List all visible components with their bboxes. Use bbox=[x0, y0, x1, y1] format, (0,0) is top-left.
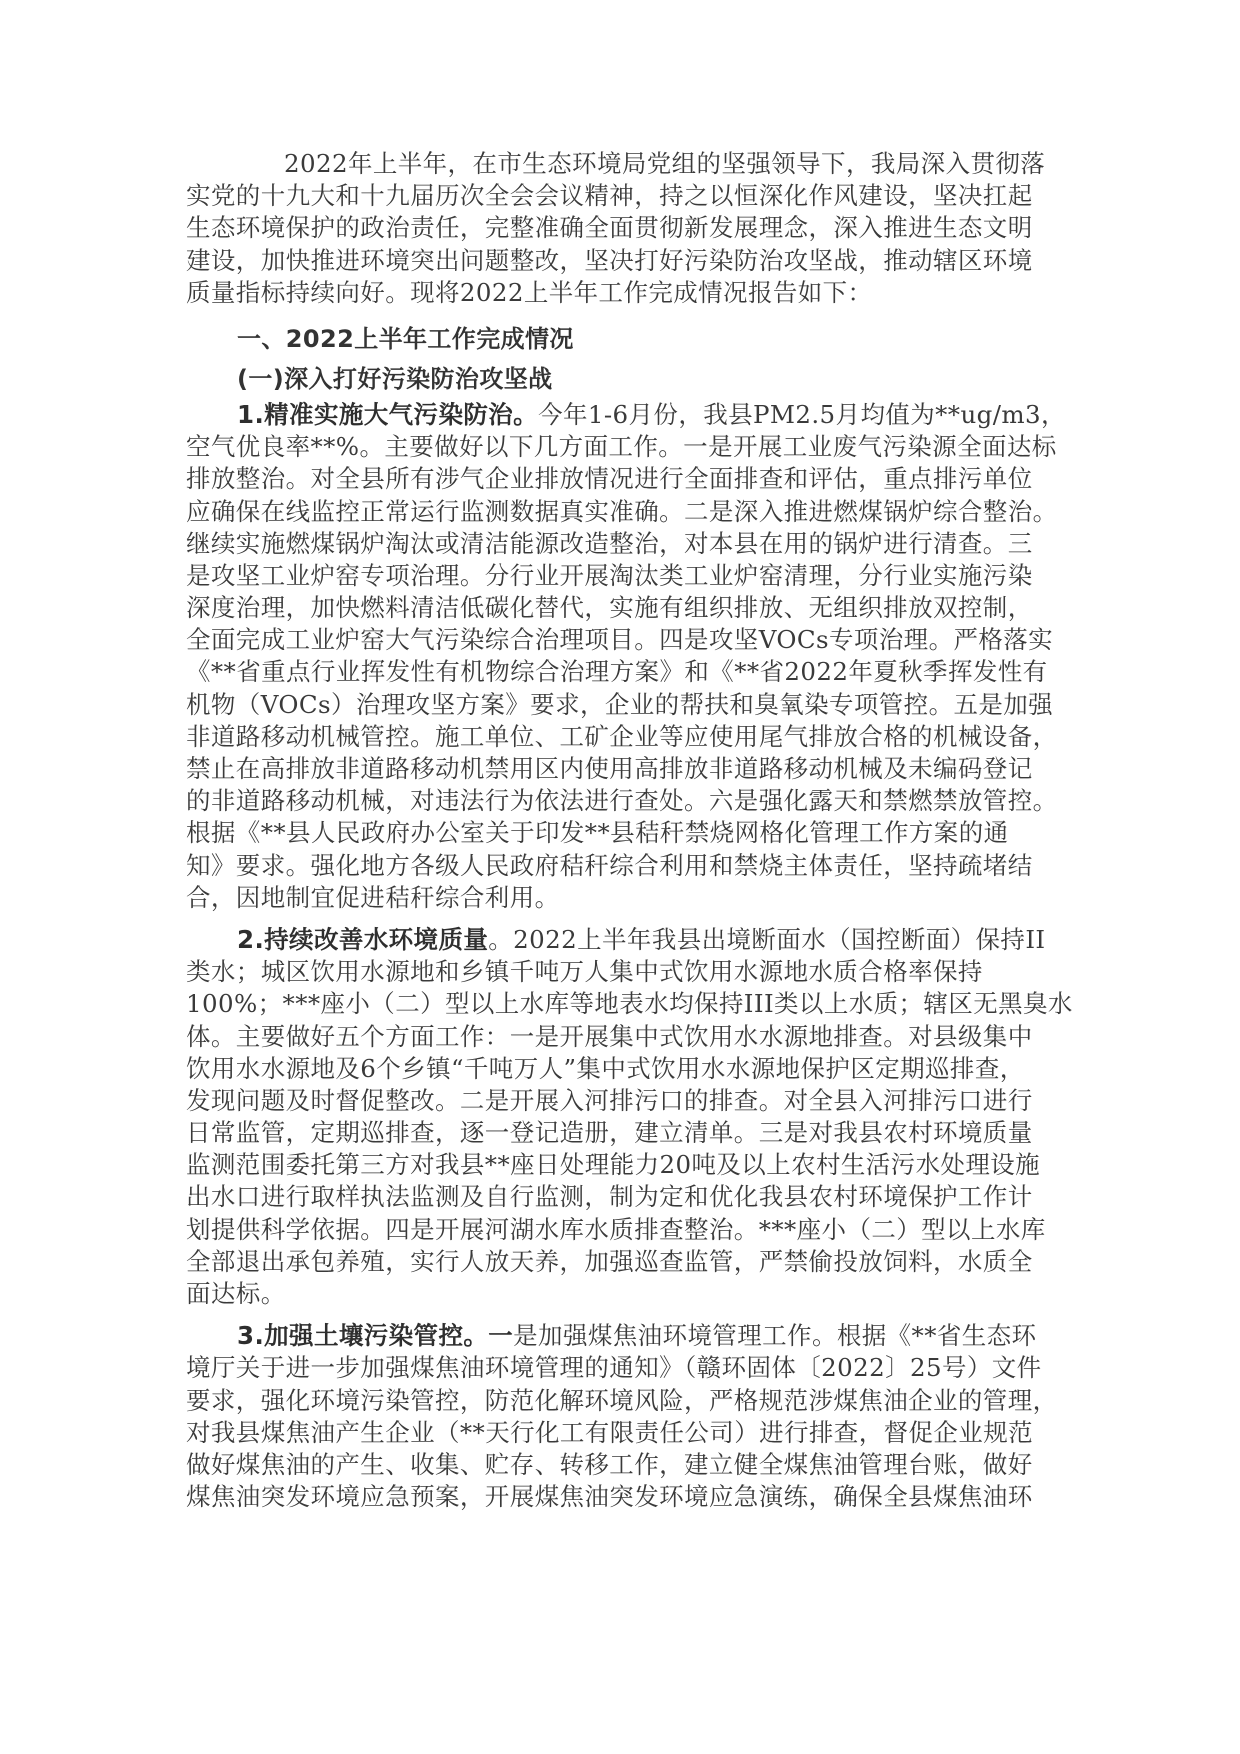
soil-pollution-paragraph bbox=[186, 1320, 1056, 1513]
paragraph-line: 饮用水水源地及6个乡镇“千吨万人”集中式饮用水水源地保护区定期巡排查， bbox=[186, 1053, 1025, 1083]
paragraph-line: 出水口进行取样执法监测及自行监测，制为定和优化我县农村环境保护工作计 bbox=[186, 1182, 1033, 1212]
paragraph-line: 的非道路移动机械，对违法行为依法进行查处。六是强化露天和禁燃禁放管控。 bbox=[186, 786, 1058, 816]
paragraph-line: 监测范围委托第三方对我县**座日处理能力20吨及以上农村生活污水处理设施 bbox=[186, 1150, 1041, 1180]
paragraph-first-line-text: 是加强煤焦油环境管理工作。根据《**省生态环 bbox=[513, 1321, 1037, 1351]
paragraph-line: 面达标。 bbox=[186, 1279, 286, 1308]
air-pollution-paragraph bbox=[186, 399, 1066, 914]
paragraph-first-line-text: 。2022上半年我县出境断面水（国控断面）保持II bbox=[488, 924, 1046, 954]
paragraph-line: 全面完成工业炉窑大气污染综合治理项目。四是攻坚VOCs专项治理。严格落实 bbox=[186, 625, 1054, 655]
paragraph-line: 要求，强化环境污染管控，防范化解环境风险，严格规范涉煤焦油企业的管理， bbox=[186, 1385, 1058, 1415]
paragraph-lead-title: 1.精准实施大气污染防治。 bbox=[237, 399, 539, 429]
document-page bbox=[186, 148, 1073, 1523]
paragraph-line: 100%；***座小（二）型以上水库等地表水均保持III类以上水质；辖区无黑臭水 bbox=[186, 989, 1073, 1019]
paragraph-line: 发现问题及时督促整改。二是开展入河排污口的排查。对全县入河排污口进行 bbox=[186, 1085, 1033, 1115]
paragraph-lead-title: 2.持续改善水环境质量 bbox=[237, 924, 489, 954]
paragraph-line: 全部退出承包养殖，实行人放天养，加强巡查监管，严禁偷投放饲料，水质全 bbox=[186, 1246, 1033, 1276]
paragraph-first-line bbox=[186, 1320, 1056, 1352]
intro-line: 建设，加快推进环境突出问题整改，坚决打好污染防治攻坚战，推动辖区环境 bbox=[186, 245, 1033, 275]
paragraph-line: 合，因地制宜促进秸秆综合利用。 bbox=[186, 882, 560, 912]
paragraph-line: 非道路移动机械管控。施工单位、工矿企业等应使用尾气排放合格的机械设备， bbox=[186, 721, 1058, 751]
paragraph-line: 机物（VOCs）治理攻坚方案》要求，企业的帮扶和臭氧染专项管控。五是加强 bbox=[186, 689, 1054, 719]
paragraph-first-line-text: 今年1-6月份，我县PM2.5月均值为**ug/m3， bbox=[538, 399, 1066, 429]
paragraph-line: 煤焦油突发环境应急预案，开展煤焦油突发环境应急演练，确保全县煤焦油环 bbox=[186, 1482, 1033, 1512]
intro-line: 质量指标持续向好。现将2022上半年工作完成情况报告如下： bbox=[186, 277, 873, 307]
paragraph-line: 做好煤焦油的产生、收集、贮存、转移工作，建立健全煤焦油管理台账，做好 bbox=[186, 1449, 1033, 1479]
intro-paragraph bbox=[186, 148, 1056, 309]
paragraph-line: 对我县煤焦油产生企业（**天行化工有限责任公司）进行排查，督促企业规范 bbox=[186, 1417, 1033, 1447]
paragraph-line: 排放整治。对全县所有涉气企业排放情况进行全面排查和评估，重点排污单位 bbox=[186, 464, 1033, 494]
paragraph-line: 深度治理，加快燃料清洁低碳化替代，实施有组织排放、无组织排放双控制， bbox=[186, 593, 1033, 623]
paragraph-lead-title: 3.加强土壤污染管控。一 bbox=[237, 1321, 514, 1351]
water-quality-paragraph bbox=[186, 924, 1073, 1310]
paragraph-line: 《**省重点行业挥发性有机物综合治理方案》和《**省2022年夏秋季挥发性有 bbox=[186, 657, 1048, 687]
paragraph-first-line bbox=[186, 399, 1066, 431]
paragraph-line: 是攻坚工业炉窑专项治理。分行业开展淘汰类工业炉窑清理，分行业实施污染 bbox=[186, 560, 1033, 590]
intro-line: 生态环境保护的政治责任，完整准确全面贯彻新发展理念，深入推进生态文明 bbox=[186, 213, 1033, 243]
paragraph-line: 根据《**县人民政府办公室关于印发**县秸秆禁烧网格化管理工作方案的通 bbox=[186, 818, 1009, 848]
section-heading-level1: 一、2022上半年工作完成情况 bbox=[237, 324, 574, 353]
paragraph-line: 境厅关于进一步加强煤焦油环境管理的通知》（赣环固体〔2022〕25号）文件 bbox=[186, 1353, 1042, 1383]
section-heading-level2: (一)深入打好污染防治攻坚战 bbox=[237, 364, 553, 393]
intro-line: 实党的十九大和十九届历次全会会议精神，持之以恒深化作风建设，坚决扛起 bbox=[186, 181, 1033, 211]
paragraph-line: 类水；城区饮用水源地和乡镇千吨万人集中式饮用水源地水质合格率保持 bbox=[186, 957, 983, 987]
paragraph-line: 知》要求。强化地方各级人民政府秸秆综合利用和禁烧主体责任，坚持疏堵结 bbox=[186, 850, 1033, 880]
paragraph-line: 空气优良率**%。主要做好以下几方面工作。一是开展工业废气污染源全面达标 bbox=[186, 432, 1057, 462]
paragraph-first-line bbox=[186, 924, 1056, 956]
paragraph-line: 体。主要做好五个方面工作：一是开展集中式饮用水水源地排查。对县级集中 bbox=[186, 1021, 1033, 1051]
paragraph-line: 日常监管，定期巡排查，逐一登记造册，建立清单。三是对我县农村环境质量 bbox=[186, 1118, 1033, 1148]
paragraph-line: 划提供科学依据。四是开展河湖水库水质排查整治。***座小（二）型以上水库 bbox=[186, 1214, 1046, 1244]
paragraph-line: 应确保在线监控正常运行监测数据真实准确。二是深入推进燃煤锅炉综合整治。 bbox=[186, 496, 1058, 526]
paragraph-line: 继续实施燃煤锅炉淘汰或清洁能源改造整治，对本县在用的锅炉进行清查。三 bbox=[186, 528, 1033, 558]
intro-line: 2022年上半年，在市生态环境局党组的坚强领导下，我局深入贯彻落 bbox=[284, 149, 1046, 178]
paragraph-line: 禁止在高排放非道路移动机禁用区内使用高排放非道路移动机械及未编码登记 bbox=[186, 754, 1033, 783]
